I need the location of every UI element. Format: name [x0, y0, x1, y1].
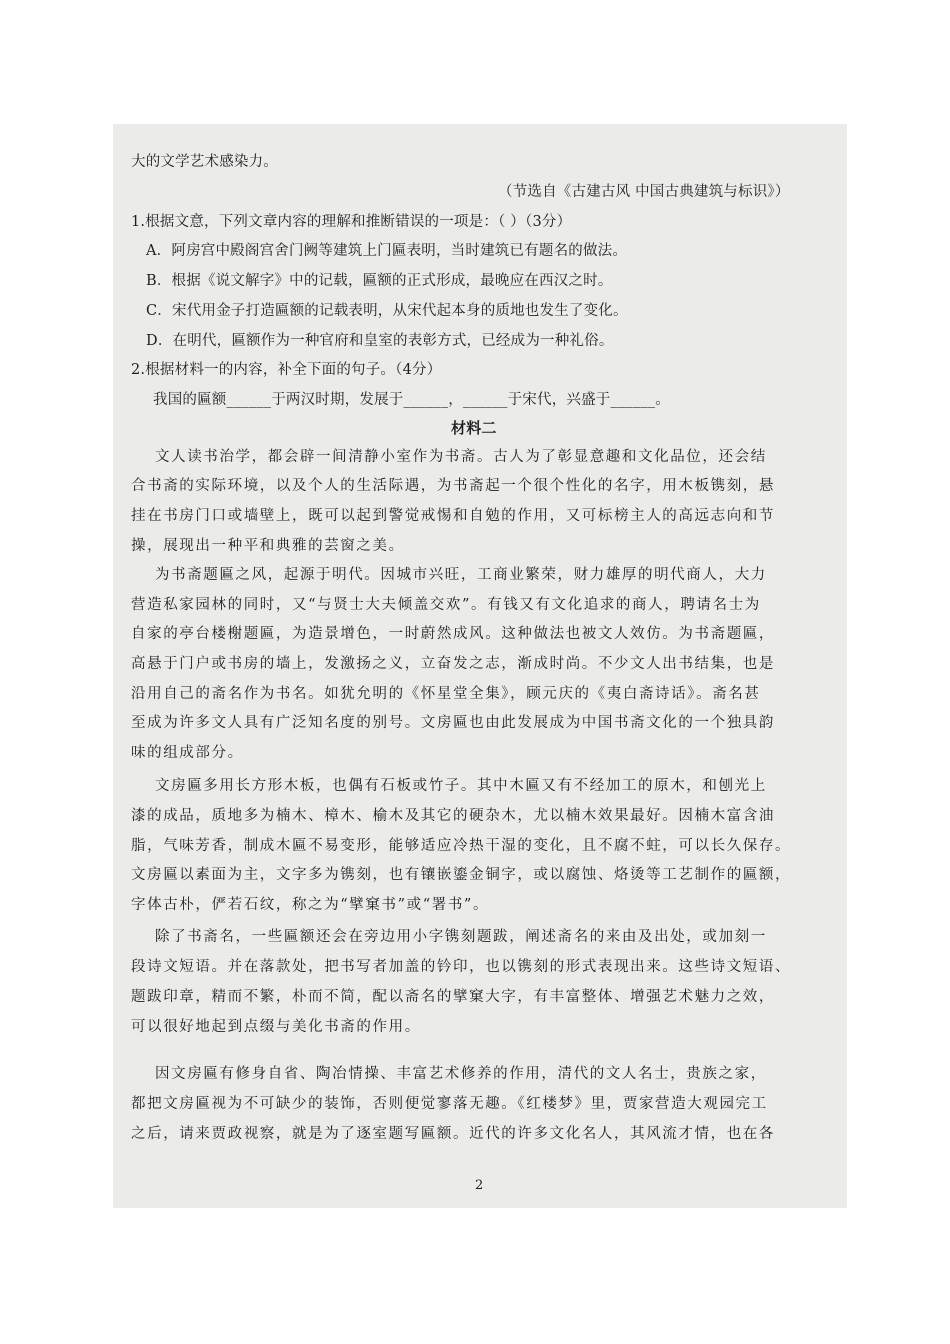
question-1-option-b: B．根据《说文解字》中的记载，匾额的正式形成，最晚应在西汉之时。	[146, 273, 613, 289]
paragraph-line: 题跋印章，精而不繁，朴而不简，配以斋名的擘窠大字，有丰富整体、增强艺术魅力之效，	[131, 989, 775, 1005]
question-2-stem: 2.根据材料一的内容，补全下面的句子。（4分）	[131, 362, 442, 378]
question-1-option-c: C．宋代用金子打造匾额的记载表明，从宋代起本身的质地也发生了变化。	[146, 303, 628, 319]
question-2-fill-sentence: 我国的匾额______于两汉时期，发展于______，______于宋代，兴盛于______。	[153, 392, 670, 408]
paragraph-line: 之后，请来贾政视察，就是为了逐室题写匾额。近代的许多文化名人，其风流才情，也在各	[131, 1126, 775, 1142]
paragraph-line: 文人读书治学，都会辟一间清静小室作为书斋。古人为了彰显意趣和文化品位，还会结	[155, 449, 767, 465]
paragraph-line: 为书斋题匾之风，起源于明代。因城市兴旺，工商业繁荣，财力雄厚的明代商人，大力	[155, 567, 767, 583]
paragraph-line: 漆的成品，质地多为楠木、樟木、榆木及其它的硬杂木，尤以楠木效果最好。因楠木富含油	[131, 808, 775, 824]
paragraph-line: 文房匾多用长方形木板，也偶有石板或竹子。其中木匾又有不经加工的原木，和刨光上	[155, 778, 767, 794]
question-1-option-d: D．在明代，匾额作为一种官府和皇室的表彰方式，已经成为一种礼俗。	[146, 333, 614, 349]
paragraph-line: 脂，气味芳香，制成木匾不易变形，能够适应冷热干湿的变化，且不腐不蛀，可以长久保存。	[131, 838, 792, 854]
paragraph-line: 合书斋的实际环境，以及个人的生活际遇，为书斋起一个很个性化的名字，用木板镌刻，悬	[131, 478, 775, 494]
paragraph-line: 味的组成部分。	[131, 745, 244, 761]
paragraph-line: 操，展现出一种平和典雅的芸窗之美。	[131, 538, 405, 554]
paragraph-line: 沿用自己的斋名作为书名。如犹允明的《怀星堂全集》，顾元庆的《夷白斋诗话》。斋名甚	[131, 686, 761, 702]
question-1-stem: 1.根据文意，下列文章内容的理解和推断错误的一项是：（ ）（3分）	[131, 214, 572, 230]
source-citation: （节选自《古建古风 中国古典建筑与标识》）	[498, 184, 790, 200]
paragraph-line: 都把文房匾视为不可缺少的装饰，否则便觉寥落无趣。《红楼梦》里，贾家营造大观园完工	[131, 1096, 768, 1112]
paragraph-line: 自家的亭台楼榭题匾，为造景增色，一时蔚然成风。这种做法也被文人效仿。为书斋题匾，	[131, 626, 775, 642]
paragraph-line: 至成为许多文人具有广泛知名度的别号。文房匾也由此发展成为中国书斋文化的一个独具韵	[131, 715, 775, 731]
paragraph-line: 营造私家园林的同时，又“与贤士大夫倾盖交欢”。有钱又有文化追求的商人，聘请名士为	[131, 597, 761, 613]
exam-page	[113, 124, 847, 1208]
paragraph-line: 段诗文短语。并在落款处，把书写者加盖的钤印，也以镌刻的形式表现出来。这些诗文短语、	[131, 959, 792, 975]
paragraph-line: 高悬于门户或书房的墙上，发激扬之义，立奋发之志，渐成时尚。不少文人出书结集，也是	[131, 656, 775, 672]
page-number: 2	[475, 1178, 484, 1193]
paragraph-line: 挂在书房门口或墙壁上，既可以起到警觉戒惕和自勉的作用，又可标榜主人的高远志向和节	[131, 508, 775, 524]
question-1-option-a: A．阿房宫中殿阁宫舍门阙等建筑上门匾表明，当时建筑已有题名的做法。	[146, 243, 628, 259]
paragraph-line: 字体古朴，俨若石纹，称之为“擘窠书”或“署书”。	[131, 897, 490, 913]
paragraph-line: 可以很好地起到点缀与美化书斋的作用。	[131, 1019, 421, 1035]
paragraph-line: 因文房匾有修身自省、陶冶情操、丰富艺术修养的作用，清代的文人名士，贵族之家，	[155, 1066, 767, 1082]
previous-passage-ending: 大的文学艺术感染力。	[131, 154, 278, 170]
paragraph-line: 除了书斋名，一些匾额还会在旁边用小字镌刻题跋，阐述斋名的来由及出处，或加刻一	[155, 929, 767, 945]
section-title: 材料二	[451, 419, 497, 437]
paragraph-line: 文房匾以素面为主，文字多为镌刻，也有镶嵌鎏金铜字，或以腐蚀、烙烫等工艺制作的匾额，	[131, 867, 792, 883]
